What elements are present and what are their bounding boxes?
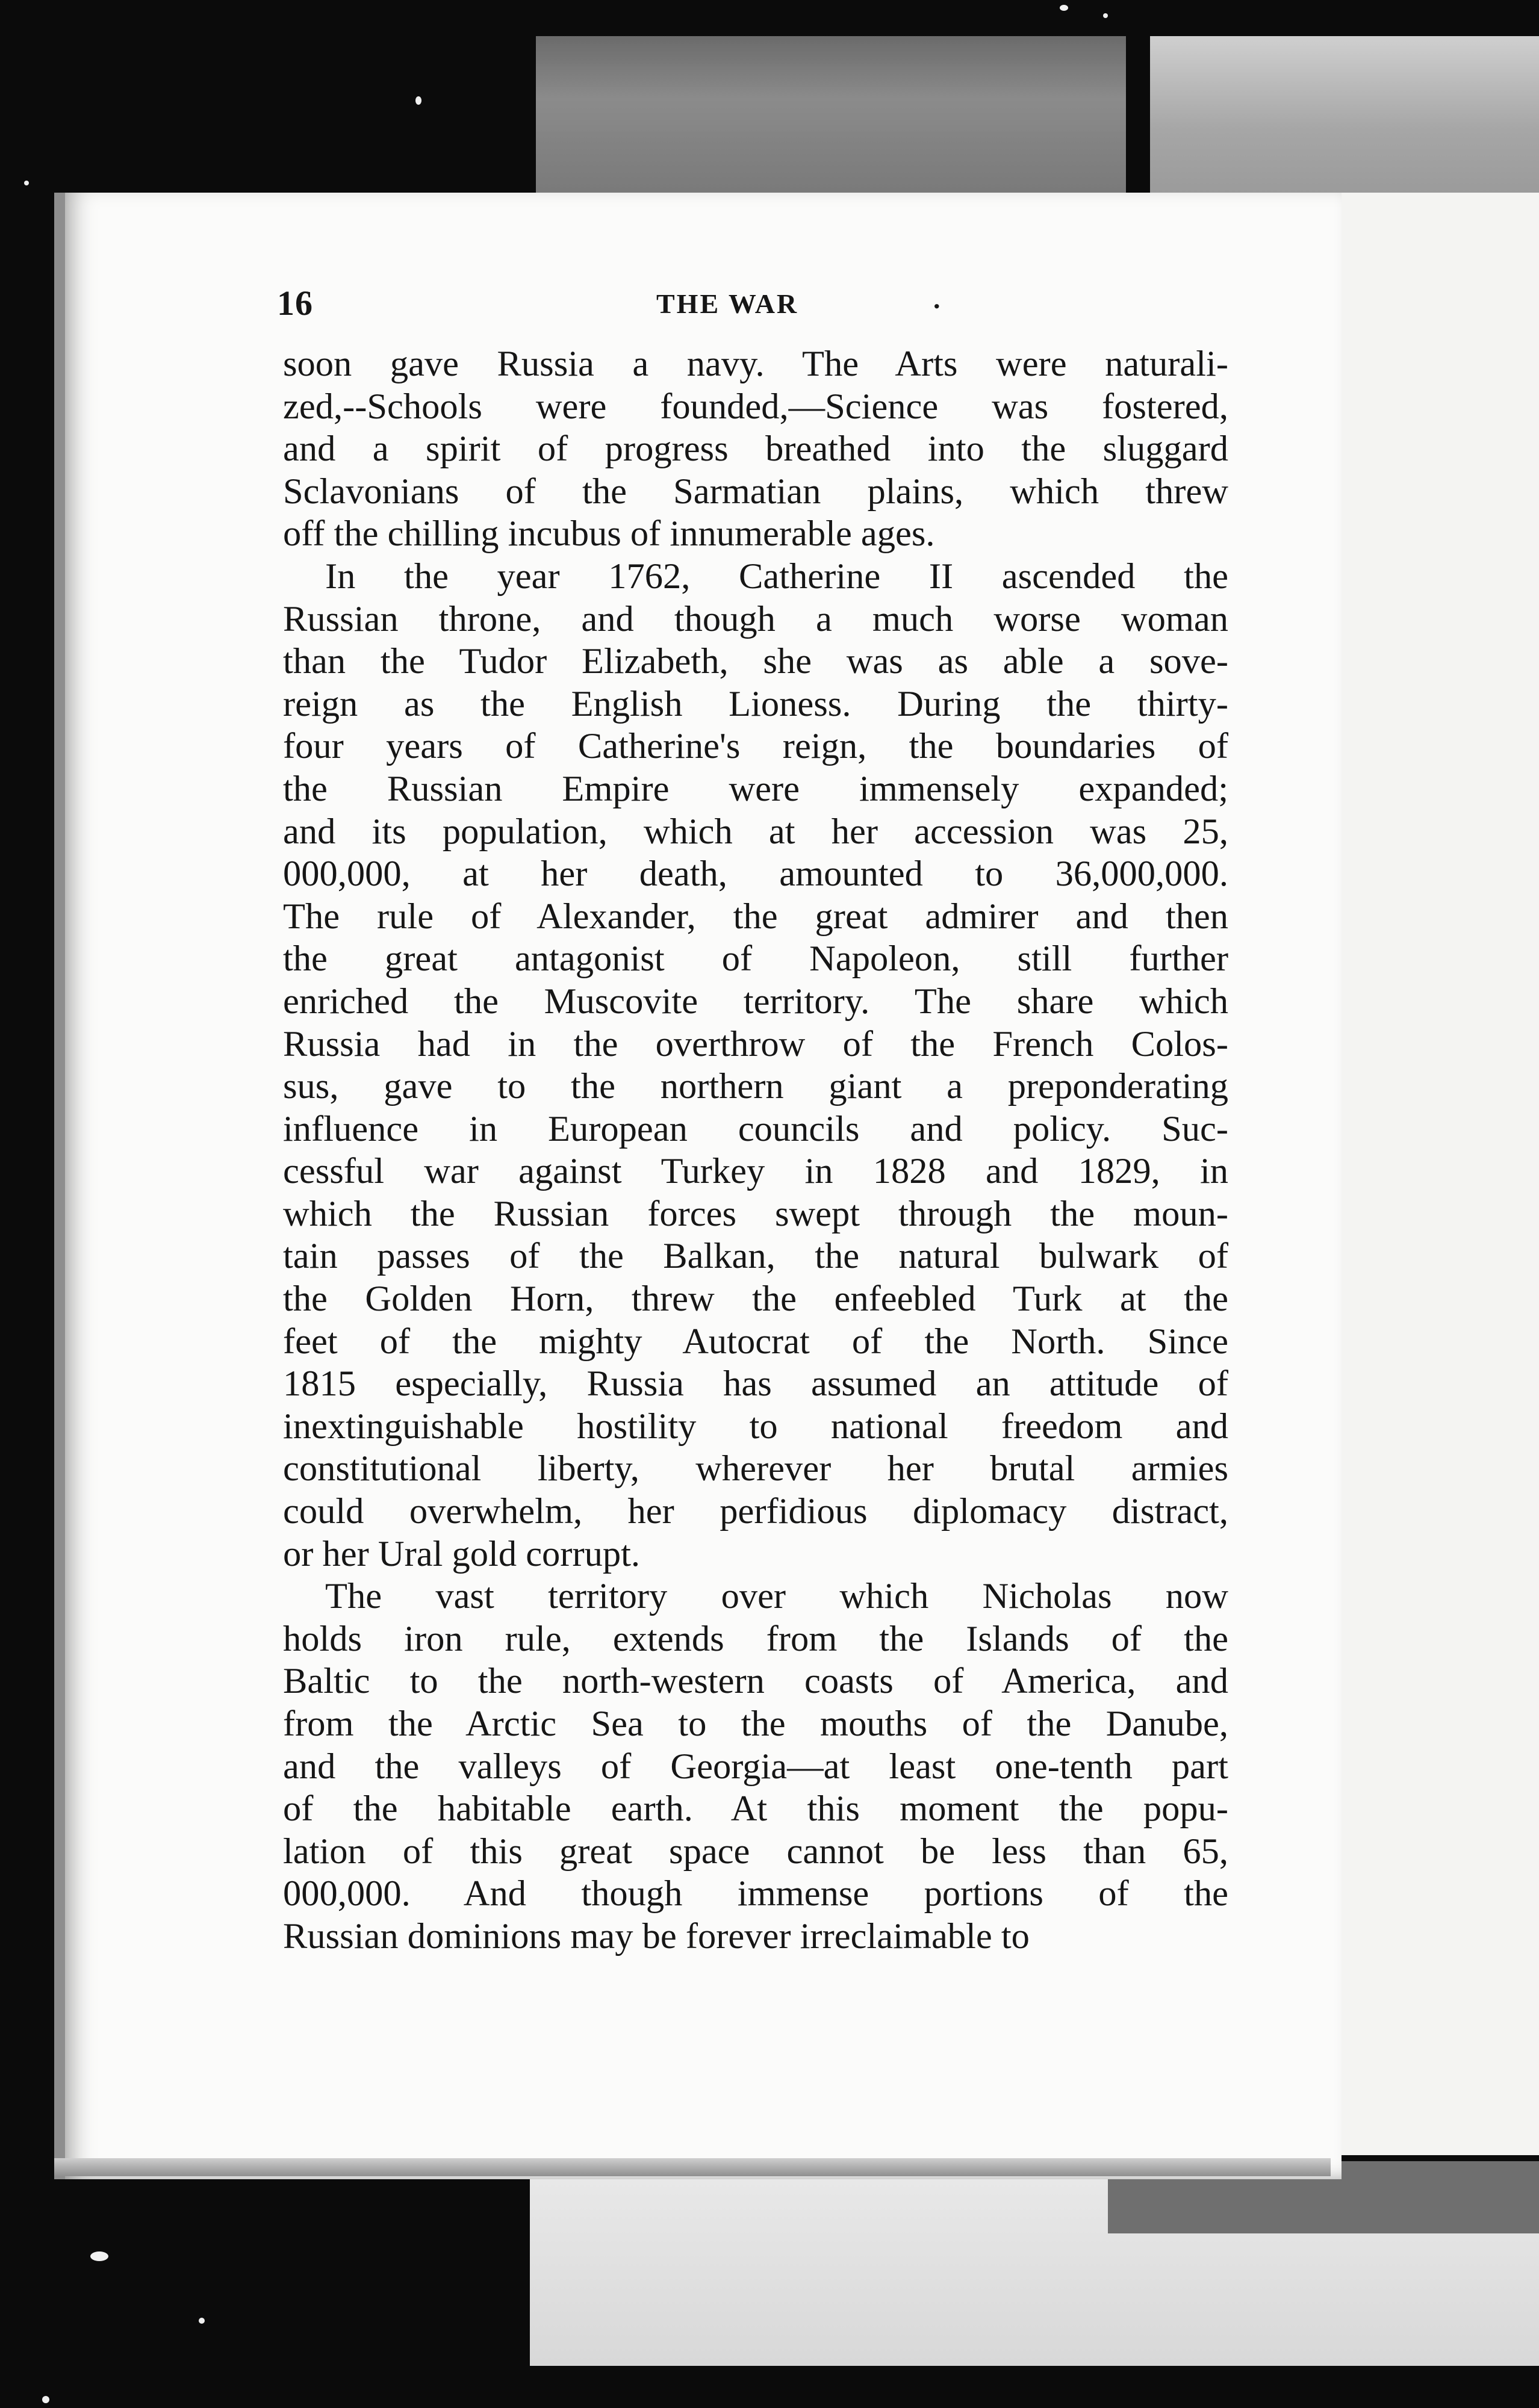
text-line: influence in European councils and policy. Suc- xyxy=(283,1108,1228,1149)
text-line: and a spirit of progress breathed into the sluggard xyxy=(283,429,1228,470)
page-number: 16 xyxy=(277,284,313,323)
running-head xyxy=(277,283,1228,331)
running-head-dot: . xyxy=(933,284,940,314)
dust-speck xyxy=(199,2318,205,2324)
dust-speck xyxy=(42,2396,49,2403)
text-line: and its population, which at her accession was 25, xyxy=(283,811,1228,852)
text-line: or her Ural gold corrupt. xyxy=(283,1533,641,1574)
text-line: constitutional liberty, wherever her brutal armies xyxy=(283,1448,1228,1489)
text-line: Russia had in the overthrow of the French Colos- xyxy=(283,1023,1228,1064)
text-line: from the Arctic Sea to the mouths of the Danube, xyxy=(283,1704,1228,1744)
text-line: Russian dominions may be forever irreclaimable to xyxy=(283,1916,1030,1956)
page-bottom-edge xyxy=(54,2158,1331,2176)
text-line: of the habitable earth. At this moment the popu- xyxy=(283,1789,1228,1829)
dust-speck xyxy=(1103,13,1108,18)
text-line: tain passes of the Balkan, the natural bulwark of xyxy=(283,1236,1228,1277)
paragraph xyxy=(283,1575,1228,1958)
page-content xyxy=(277,283,1228,1958)
text-line: enriched the Muscovite territory. The share which xyxy=(283,981,1228,1022)
text-line: holds iron rule, extends from the Islands of the xyxy=(283,1618,1228,1659)
text-line: the Golden Horn, threw the enfeebled Turk at the xyxy=(283,1279,1228,1320)
text-line: feet of the mighty Autocrat of the North. Since xyxy=(283,1321,1228,1362)
text-line: and the valleys of Georgia—at least one-tenth part xyxy=(283,1746,1228,1787)
text-line: zed,--Schools were founded,—Science was fostered, xyxy=(283,386,1228,427)
text-line: the great antagonist of Napoleon, still further xyxy=(283,939,1228,979)
scan-background-top xyxy=(536,36,1126,193)
text-line: inextinguishable hostility to national freedom and xyxy=(283,1406,1228,1447)
text-line: which the Russian forces swept through the moun- xyxy=(283,1193,1228,1234)
dust-speck xyxy=(24,181,29,185)
text-line: the Russian Empire were immensely expanded; xyxy=(283,768,1228,809)
text-line: soon gave Russia a navy. The Arts were naturali- xyxy=(283,344,1228,384)
text-line: four years of Catherine's reign, the boundaries of xyxy=(283,726,1228,767)
paragraph xyxy=(283,556,1228,1575)
text-line: lation of this great space cannot be less than 65, xyxy=(283,1831,1228,1872)
text-line: could overwhelm, her perfidious diplomacy distract, xyxy=(283,1491,1228,1532)
text-line: 000,000. And though immense portions of the xyxy=(283,1873,1228,1914)
paragraph xyxy=(283,343,1228,556)
dust-speck xyxy=(415,96,421,105)
text-line: The rule of Alexander, the great admirer and then xyxy=(283,896,1228,937)
text-line: reign as the English Lioness. During the thirty- xyxy=(283,683,1228,724)
text-line: Sclavonians of the Sarmatian plains, which threw xyxy=(283,471,1228,512)
text-line: Baltic to the north-western coasts of America, and xyxy=(283,1661,1228,1702)
dust-speck xyxy=(90,2251,108,2261)
scan-background-top-right xyxy=(1150,36,1539,193)
text-line: Russian throne, and though a much worse woman xyxy=(283,598,1228,639)
text-line: than the Tudor Elizabeth, she was as able a sove- xyxy=(283,641,1228,682)
text-line: cessful war against Turkey in 1828 and 1829, in xyxy=(283,1151,1228,1192)
dust-speck xyxy=(1060,5,1068,11)
text-line: off the chilling incubus of innumerable ages. xyxy=(283,514,935,554)
text-line: 000,000, at her death, amounted to 36,000,000. xyxy=(283,854,1228,895)
body-text xyxy=(283,343,1228,1958)
text-line: 1815 especially, Russia has assumed an attitude of xyxy=(283,1364,1228,1404)
text-line: sus, gave to the northern giant a preponderating xyxy=(283,1066,1228,1107)
running-head-title: THE WAR xyxy=(656,288,799,319)
text-line: In the year 1762, Catherine II ascended the xyxy=(325,556,1228,597)
text-line: The vast territory over which Nicholas now xyxy=(325,1576,1228,1617)
